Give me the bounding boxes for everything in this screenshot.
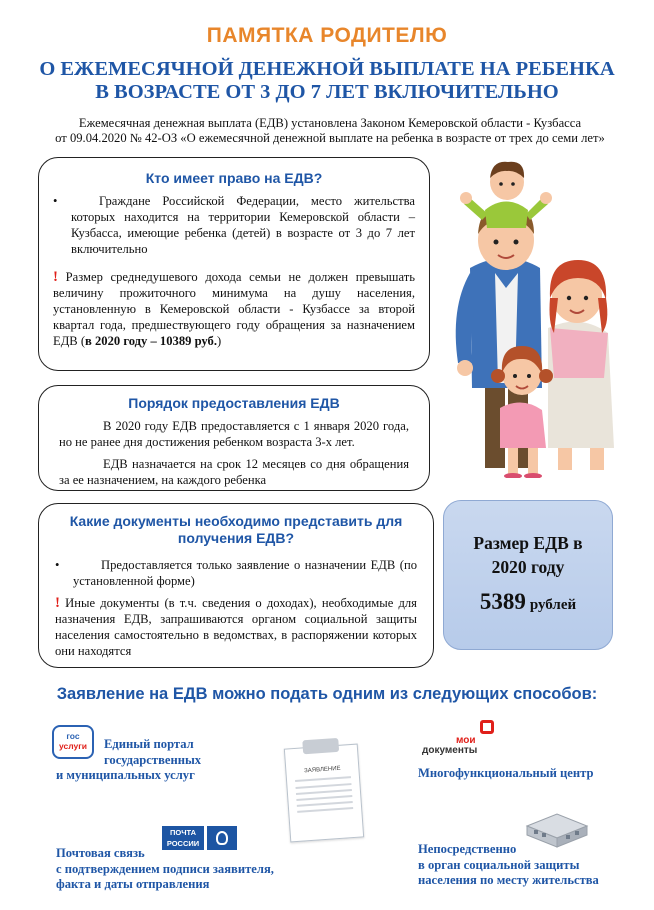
mfc-label: Многофункциональный центр — [418, 766, 594, 780]
eligibility-note — [53, 269, 415, 349]
order-paragraph-1: В 2020 году ЕДВ предоставляется с 1 января 2020 года, но не ранее дня достижения ребенком возраста 3-х лет. — [59, 419, 409, 449]
application-form-label: ЗАЯВЛЕНИЕ — [303, 765, 341, 775]
exclamation-icon: ! — [55, 595, 60, 611]
page-title — [20, 58, 634, 104]
eligibility-title: Кто имеет право на ЕДВ? — [145, 170, 323, 186]
gosuslugi-label-line-2: государственных — [104, 752, 202, 767]
documents-title — [55, 513, 417, 547]
documents-title-line-2: получения ЕДВ? — [177, 530, 295, 546]
eligibility-note-open: ( — [80, 334, 86, 348]
law-reference-line-2: от 09.04.2020 № 42-ОЗ «О ежемесячной денежной выплате на ребенка в возрасте от трех до семи лет» — [55, 131, 605, 145]
exclamation-icon: ! — [53, 269, 58, 285]
documents-note — [55, 595, 417, 659]
documents-title-line-1: Какие документы необходимо представить для — [69, 513, 403, 529]
social-protection-label-line-3: населения по месту жительства — [418, 873, 599, 887]
eligibility-note-bold: в 2020 году – 10389 руб. — [85, 334, 217, 348]
eligibility-bullet — [53, 193, 415, 257]
amount-value: 5389 — [479, 589, 526, 614]
post-label-line-3: факта и даты отправления — [56, 877, 210, 891]
ways-title: Заявление на ЕДВ можно подать одним из следующих способов: — [56, 685, 598, 703]
mfc-logo — [420, 720, 520, 764]
order-title: Порядок предоставления ЕДВ — [128, 395, 340, 411]
post-label — [56, 846, 316, 893]
post-label-line-2: с подтверждением подписи заявителя, — [56, 861, 274, 876]
order-paragraph-2: ЕДВ назначается на срок 12 месяцев со дня обращения за ее назначением, на каждого ребенка — [59, 457, 409, 487]
mfc-logo-bottom: документы — [422, 745, 478, 756]
russian-post-logo-bottom: РОССИИ — [166, 839, 200, 848]
mfc-logo-mark-icon — [480, 720, 494, 734]
family-illustration — [430, 148, 620, 478]
social-protection-label — [418, 842, 638, 889]
amount-heading-line-2: 2020 году — [491, 557, 565, 577]
eligibility-text: Граждане Российской Федерации, место жительства которых находится на территории Кемеровской области – Кузбасса, имеющие ребенка (детей) в возрасте от 3 до 7 лет включительно — [71, 194, 415, 256]
documents-bullet — [55, 557, 417, 589]
post-label-line-1: Почтовая связь — [56, 846, 145, 860]
eligibility-note-close: ) — [216, 334, 222, 348]
amount-panel — [443, 500, 613, 650]
page-kicker: ПАМЯТКА РОДИТЕЛЮ — [206, 24, 448, 47]
gosuslugi-logo-bottom: услуги — [58, 741, 88, 751]
mfc-logo-top: мои — [456, 735, 476, 746]
eligibility-card — [38, 157, 430, 371]
eligibility-note-text: Размер среднедушевого дохода семьи не должен превышать величину прожиточного минимума на душу населения, установленную в Кемеровской области - Кузбассе за второй квартал года, предшествующего году обращения за назначением ЕДВ — [53, 270, 416, 348]
amount-unit: рублей — [529, 597, 577, 613]
bullet-dot-icon: • — [53, 194, 58, 208]
amount-heading-line-1: Размер ЕДВ в — [473, 533, 583, 553]
amount-value-row — [444, 589, 612, 615]
gosuslugi-label — [56, 737, 256, 784]
documents-bullet-text: Предоставляется только заявление о назначении ЕДВ (по установленной форме) — [73, 558, 417, 588]
social-protection-label-line-1: Непосредственно — [418, 842, 517, 856]
gosuslugi-label-line-3: и муниципальных услуг — [56, 768, 195, 782]
gosuslugi-logo-top: гос — [66, 731, 80, 741]
documents-note-text: Иные документы (в т.ч. сведения о доходах), необходимые для назначения ЕДВ, запрашиваются органом социальной защиты населения самостоятельно в ведомствах, в распоряжении которых они находятся — [55, 596, 417, 658]
amount-heading — [444, 531, 612, 579]
law-reference — [30, 116, 630, 146]
social-protection-label-line-2: в орган социальной защиты — [418, 857, 580, 872]
page-title-line-2: В ВОЗРАСТЕ ОТ 3 ДО 7 ЛЕТ ВКЛЮЧИТЕЛЬНО — [95, 81, 559, 103]
bullet-dot-icon: • — [55, 558, 60, 572]
gosuslugi-label-line-1: Единый портал — [104, 737, 194, 751]
russian-post-logo-top: ПОЧТА — [169, 828, 197, 837]
page-title-line-1: О ЕЖЕМЕСЯЧНОЙ ДЕНЕЖНОЙ ВЫПЛАТЕ НА РЕБЕНКА — [39, 58, 615, 80]
order-card — [38, 385, 430, 491]
documents-card — [38, 503, 434, 668]
application-form-icon — [284, 744, 364, 843]
law-reference-line-1: Ежемесячная денежная выплата (ЕДВ) установлена Законом Кемеровской области - Кузбасса — [78, 116, 582, 130]
